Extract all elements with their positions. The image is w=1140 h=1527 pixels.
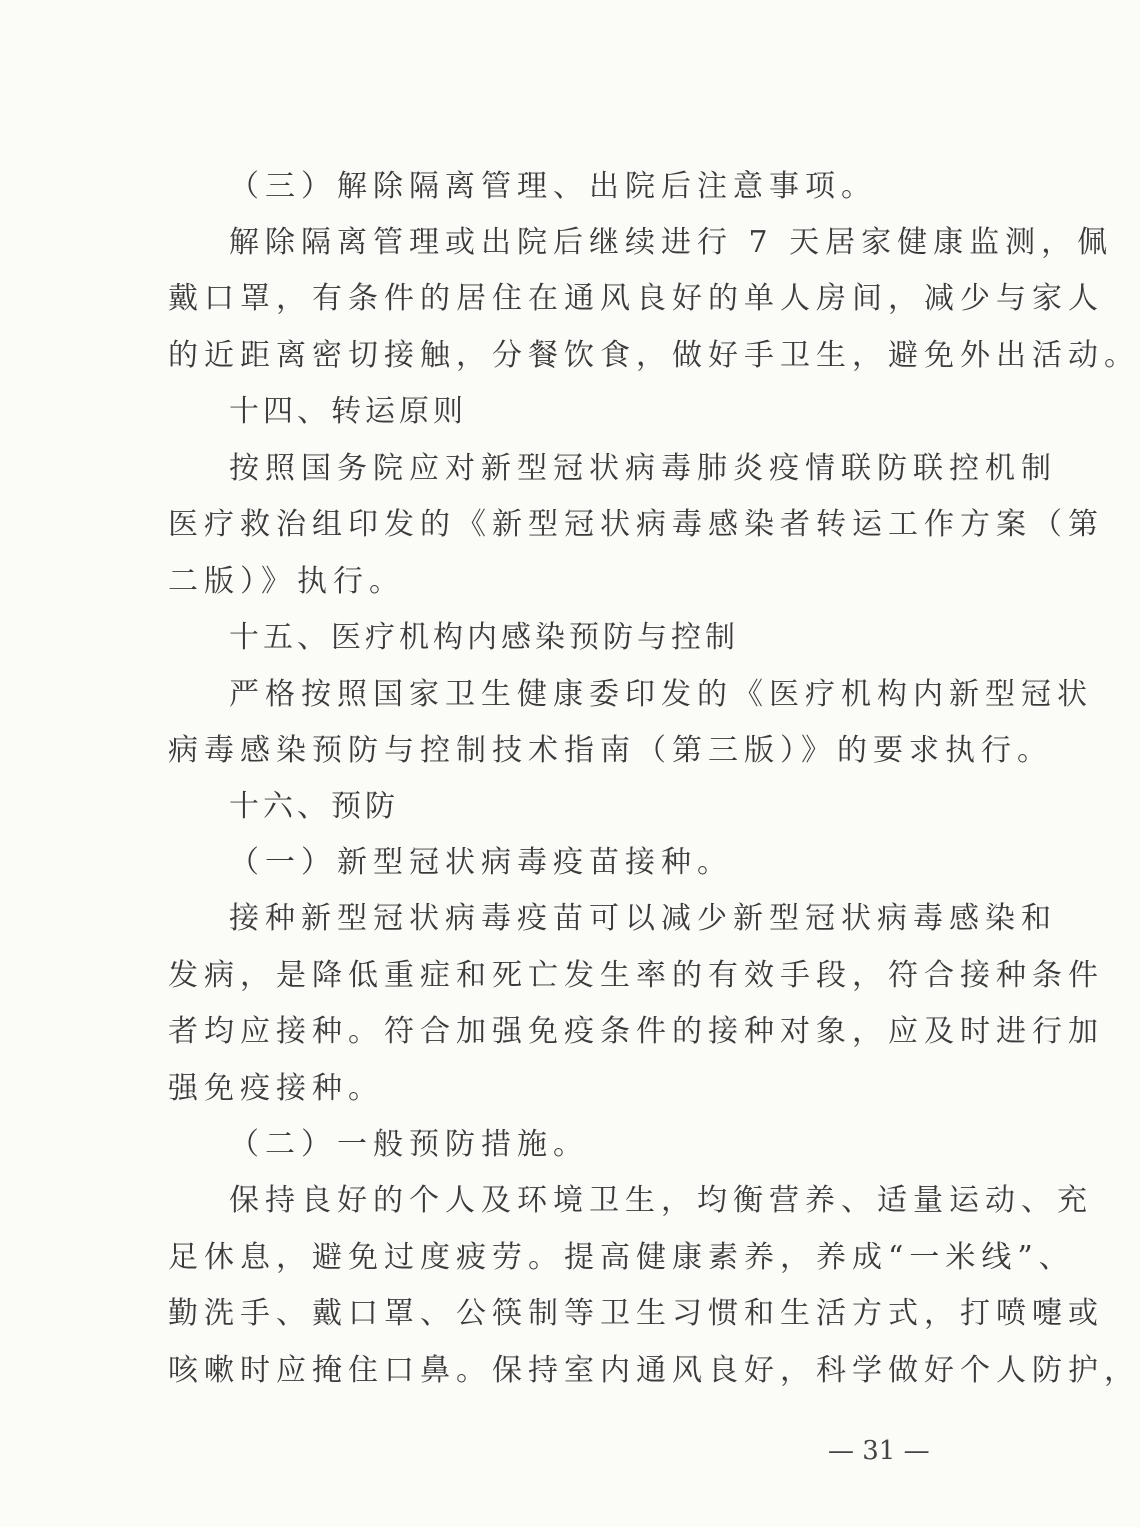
section-heading-14: 十四、转运原则 [229, 394, 467, 429]
paragraph-line: 戴口罩，有条件的居住在通风良好的单人房间，减少与家人 [168, 281, 1104, 316]
section-heading-16: 十六、预防 [229, 789, 399, 824]
paragraph-line: 勤洗手、戴口罩、公筷制等卫生习惯和生活方式，打喷嚏或 [168, 1296, 1104, 1331]
paragraph-line: 咳嗽时应掩住口鼻。保持室内通风良好，科学做好个人防护， [168, 1353, 1140, 1388]
subheading-1: （一）新型冠状病毒疫苗接种。 [229, 845, 733, 880]
subheading-2: （二）一般预防措施。 [229, 1127, 589, 1162]
paragraph-line: 解除隔离管理或出院后继续进行 7 天居家健康监测，佩 [229, 225, 1114, 260]
paragraph-line: 保持良好的个人及环境卫生，均衡营养、适量运动、充 [229, 1183, 1093, 1218]
paragraph-line: 接种新型冠状病毒疫苗可以减少新型冠状病毒感染和 [229, 901, 1057, 936]
subheading-3: （三）解除隔离管理、出院后注意事项。 [229, 169, 877, 204]
paragraph-line: 的近距离密切接触，分餐饮食，做好手卫生，避免外出活动。 [168, 338, 1140, 373]
paragraph-line: 严格按照国家卫生健康委印发的《医疗机构内新型冠状 [229, 677, 1093, 712]
paragraph-line: 发病，是降低重症和死亡发生率的有效手段，符合接种条件 [168, 958, 1104, 993]
paragraph-line: 按照国务院应对新型冠状病毒肺炎疫情联防联控机制 [229, 451, 1057, 486]
paragraph-line: 医疗救治组印发的《新型冠状病毒感染者转运工作方案（第 [168, 507, 1104, 542]
paragraph-line: 二版）》执行。 [168, 564, 405, 599]
paragraph-line: 者均应接种。符合加强免疫条件的接种对象，应及时进行加 [168, 1014, 1104, 1049]
page-number: — 31 — [828, 1436, 930, 1466]
section-heading-15: 十五、医疗机构内感染预防与控制 [229, 620, 739, 655]
paragraph-line: 病毒感染预防与控制技术指南（第三版）》的要求执行。 [168, 733, 1053, 768]
paragraph-line: 足休息，避免过度疲劳。提高健康素养，养成“一米线”、 [168, 1240, 1075, 1275]
paragraph-line: 强免疫接种。 [168, 1071, 384, 1106]
